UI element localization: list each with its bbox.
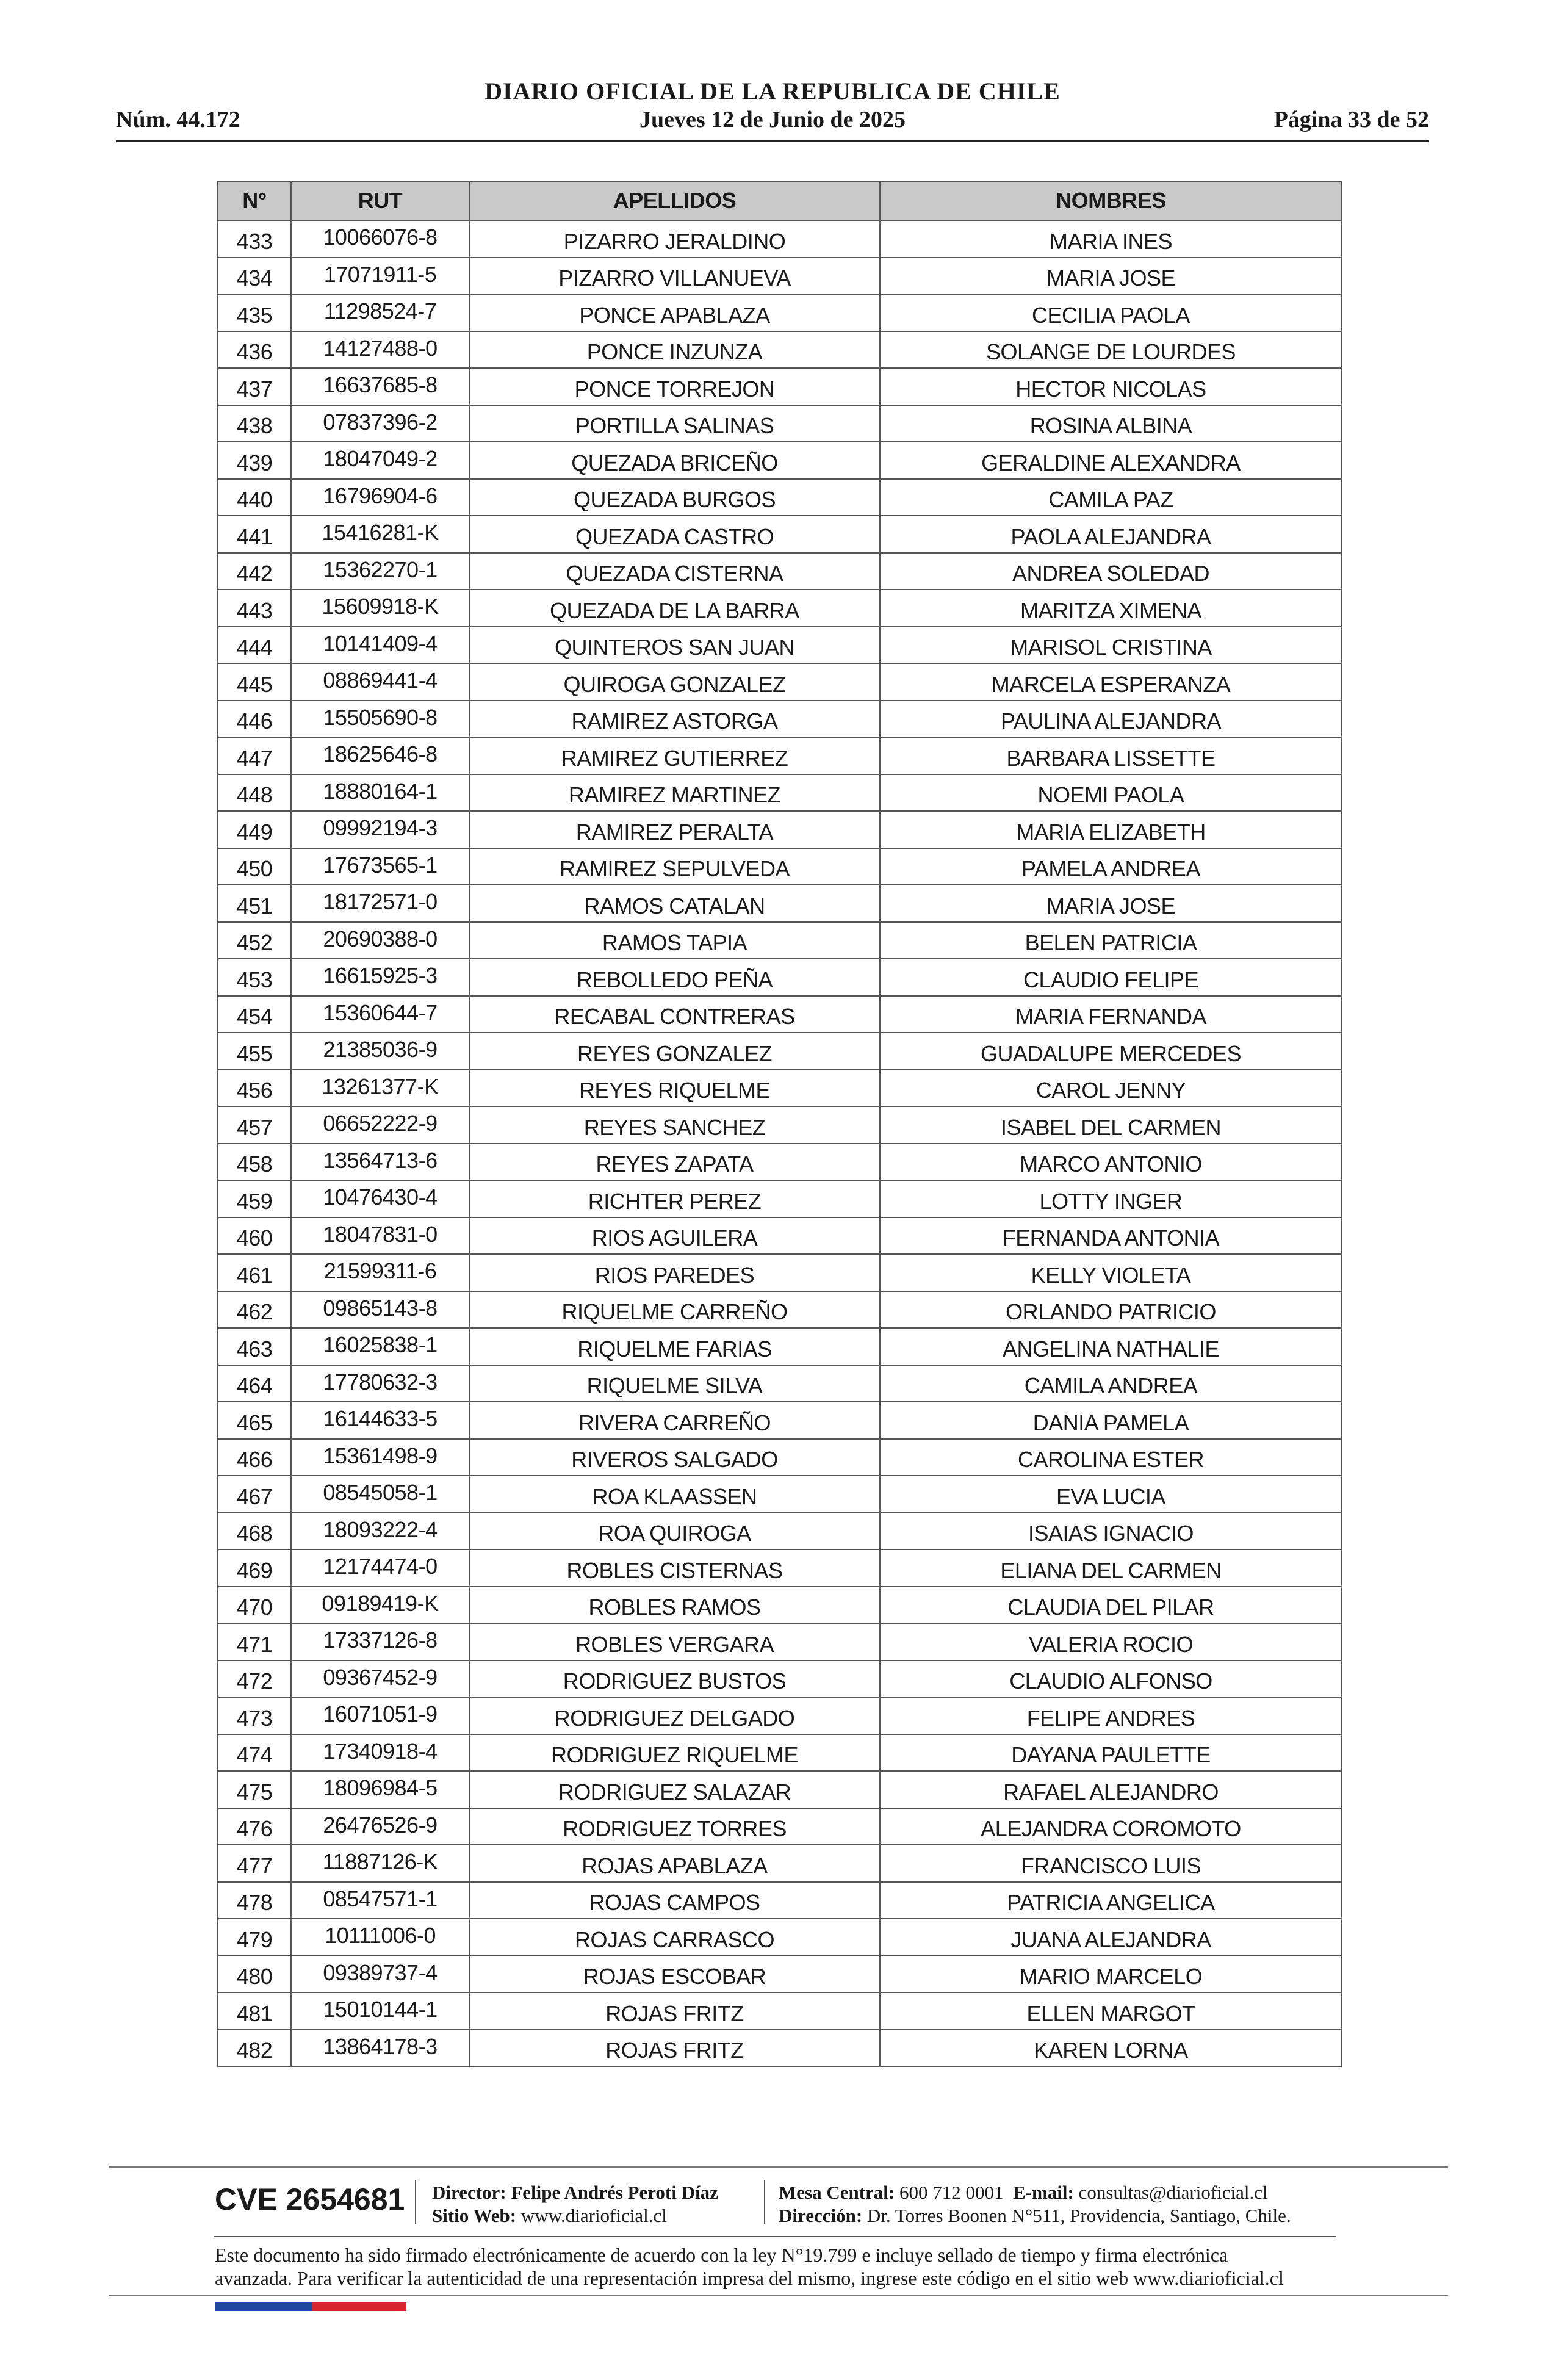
cell-number: 433 [218, 220, 291, 258]
cell-nombres: MARITZA XIMENA [880, 590, 1342, 627]
table-row [218, 774, 1342, 812]
cell-rut: 17673565-1 [291, 848, 469, 885]
cell-apellidos: RIQUELME CARREÑO [469, 1291, 880, 1329]
cell-rut: 09865143-8 [291, 1291, 469, 1329]
header-divider [116, 140, 1429, 142]
table-row [218, 1587, 1342, 1624]
cell-rut: 09992194-3 [291, 811, 469, 848]
cell-rut: 12174474-0 [291, 1549, 469, 1587]
cell-number: 481 [218, 1992, 291, 2030]
cell-rut: 16637685-8 [291, 368, 469, 405]
cell-apellidos: RAMIREZ PERALTA [469, 811, 880, 848]
cell-number: 434 [218, 258, 291, 295]
cell-nombres: KAREN LORNA [880, 2030, 1342, 2067]
legal-notice [215, 2243, 1338, 2290]
cell-apellidos: ROJAS CARRASCO [469, 1919, 880, 1956]
cell-rut: 18093222-4 [291, 1513, 469, 1550]
cell-rut: 09189419-K [291, 1587, 469, 1624]
table-row [218, 922, 1342, 959]
cell-number: 461 [218, 1254, 291, 1291]
cell-number: 464 [218, 1365, 291, 1402]
table-row [218, 1771, 1342, 1808]
table-body [218, 220, 1342, 2066]
cell-number: 463 [218, 1328, 291, 1365]
cell-nombres: BARBARA LISSETTE [880, 737, 1342, 774]
table-row [218, 1882, 1342, 1919]
cell-apellidos: REYES GONZALEZ [469, 1033, 880, 1070]
publication-title: DIARIO OFICIAL DE LA REPUBLICA DE CHILE [484, 78, 1061, 105]
cell-nombres: CAROLINA ESTER [880, 1439, 1342, 1476]
table-row [218, 1365, 1342, 1402]
table-row [218, 1697, 1342, 1734]
cell-number: 467 [218, 1476, 291, 1513]
cell-nombres: ALEJANDRA COROMOTO [880, 1808, 1342, 1845]
cell-apellidos: RIQUELME SILVA [469, 1365, 880, 1402]
cell-nombres: ANGELINA NATHALIE [880, 1328, 1342, 1365]
cell-number: 437 [218, 368, 291, 405]
cell-number: 454 [218, 996, 291, 1033]
cell-nombres: ISABEL DEL CARMEN [880, 1106, 1342, 1144]
roster-table [217, 181, 1342, 2067]
table-row [218, 1254, 1342, 1291]
cell-nombres: CAROL JENNY [880, 1070, 1342, 1107]
cell-apellidos: RIOS AGUILERA [469, 1217, 880, 1255]
cell-rut: 18172571-0 [291, 885, 469, 922]
address-label: Dirección: [779, 2205, 863, 2226]
table-row [218, 737, 1342, 774]
table-row [218, 1144, 1342, 1181]
cell-rut: 17780632-3 [291, 1365, 469, 1402]
table-row [218, 1328, 1342, 1365]
cell-number: 482 [218, 2030, 291, 2067]
cell-nombres: LOTTY INGER [880, 1180, 1342, 1217]
cell-apellidos: RIQUELME FARIAS [469, 1328, 880, 1365]
cell-rut: 08545058-1 [291, 1476, 469, 1513]
cell-number: 469 [218, 1549, 291, 1587]
cell-rut: 16025838-1 [291, 1328, 469, 1365]
cell-nombres: GERALDINE ALEXANDRA [880, 442, 1342, 479]
cell-nombres: CAMILA PAZ [880, 479, 1342, 516]
cell-number: 455 [218, 1033, 291, 1070]
cell-apellidos: RAMOS CATALAN [469, 885, 880, 922]
cell-rut: 15010144-1 [291, 1992, 469, 2030]
cell-nombres: DAYANA PAULETTE [880, 1734, 1342, 1772]
legal-line: avanzada. Para verificar la autenticidad de una representación impresa del mismo, ingrese este código en el sitio web www.diarioficial.cl [215, 2267, 1284, 2289]
cell-nombres: CLAUDIO FELIPE [880, 959, 1342, 996]
table-row [218, 627, 1342, 664]
cell-nombres: FELIPE ANDRES [880, 1697, 1342, 1734]
cell-nombres: CLAUDIO ALFONSO [880, 1661, 1342, 1698]
cell-nombres: CECILIA PAOLA [880, 294, 1342, 331]
cell-rut: 21385036-9 [291, 1033, 469, 1070]
cell-apellidos: PONCE APABLAZA [469, 294, 880, 331]
cell-apellidos: QUEZADA BRICEÑO [469, 442, 880, 479]
cell-number: 459 [218, 1180, 291, 1217]
cell-nombres: ROSINA ALBINA [880, 405, 1342, 442]
cell-number: 441 [218, 516, 291, 553]
cell-nombres: MARIA FERNANDA [880, 996, 1342, 1033]
cell-nombres: PAOLA ALEJANDRA [880, 516, 1342, 553]
cell-nombres: DANIA PAMELA [880, 1402, 1342, 1439]
cell-rut: 15361498-9 [291, 1439, 469, 1476]
cell-rut: 07837396-2 [291, 405, 469, 442]
cell-apellidos: ROJAS ESCOBAR [469, 1956, 880, 1993]
table-row [218, 553, 1342, 590]
cell-apellidos: RODRIGUEZ RIQUELME [469, 1734, 880, 1772]
cell-nombres: NOEMI PAOLA [880, 774, 1342, 812]
table-row [218, 885, 1342, 922]
cell-apellidos: RICHTER PEREZ [469, 1180, 880, 1217]
cell-number: 475 [218, 1771, 291, 1808]
cell-number: 447 [218, 737, 291, 774]
director-name: Felipe Andrés Peroti Díaz [511, 2182, 718, 2203]
cell-nombres: BELEN PATRICIA [880, 922, 1342, 959]
cell-apellidos: RIVEROS SALGADO [469, 1439, 880, 1476]
publication-date: Jueves 12 de Junio de 2025 [639, 107, 906, 132]
table-row [218, 701, 1342, 738]
table-row [218, 516, 1342, 553]
cell-apellidos: RODRIGUEZ TORRES [469, 1808, 880, 1845]
table-row [218, 368, 1342, 405]
cell-apellidos: REYES ZAPATA [469, 1144, 880, 1181]
table-row [218, 1402, 1342, 1439]
column-header-rut: RUT [291, 181, 469, 220]
cve-code: CVE 2654681 [215, 2182, 405, 2216]
cell-nombres: EVA LUCIA [880, 1476, 1342, 1513]
cell-nombres: GUADALUPE MERCEDES [880, 1033, 1342, 1070]
cell-apellidos: QUIROGA GONZALEZ [469, 663, 880, 701]
cell-apellidos: RAMIREZ GUTIERREZ [469, 737, 880, 774]
cell-rut: 18096984-5 [291, 1771, 469, 1808]
cell-nombres: CAMILA ANDREA [880, 1365, 1342, 1402]
table-row [218, 1291, 1342, 1329]
table-row [218, 2030, 1342, 2067]
cell-number: 458 [218, 1144, 291, 1181]
footer-divider-top [109, 2166, 1448, 2168]
cell-nombres: MARCO ANTONIO [880, 1144, 1342, 1181]
cell-rut: 16071051-9 [291, 1697, 469, 1734]
table-row [218, 996, 1342, 1033]
table-row [218, 1439, 1342, 1476]
cell-rut: 17337126-8 [291, 1623, 469, 1661]
cell-number: 460 [218, 1217, 291, 1255]
table-row [218, 1180, 1342, 1217]
footer-separator [415, 2180, 416, 2224]
cell-nombres: MARCELA ESPERANZA [880, 663, 1342, 701]
cell-number: 453 [218, 959, 291, 996]
address-value: Dr. Torres Boonen N°511, Providencia, Santiago, Chile. [866, 2205, 1291, 2226]
cell-rut: 11298524-7 [291, 294, 469, 331]
cell-apellidos: RODRIGUEZ BUSTOS [469, 1661, 880, 1698]
table-row [218, 1476, 1342, 1513]
cell-apellidos: RODRIGUEZ DELGADO [469, 1697, 880, 1734]
table-row [218, 258, 1342, 295]
table-row [218, 590, 1342, 627]
cell-rut: 10476430-4 [291, 1180, 469, 1217]
flag-stripe-blue [215, 2302, 312, 2311]
cell-apellidos: PIZARRO JERALDINO [469, 220, 880, 258]
cell-nombres: MARIA ELIZABETH [880, 811, 1342, 848]
cell-rut: 15360644-7 [291, 996, 469, 1033]
cell-nombres: HECTOR NICOLAS [880, 368, 1342, 405]
cell-number: 465 [218, 1402, 291, 1439]
cell-nombres: RAFAEL ALEJANDRO [880, 1771, 1342, 1808]
cell-rut: 17340918-4 [291, 1734, 469, 1772]
cell-apellidos: ROJAS FRITZ [469, 2030, 880, 2067]
cell-rut: 20690388-0 [291, 922, 469, 959]
director-block [432, 2181, 718, 2227]
table-row [218, 479, 1342, 516]
cell-number: 435 [218, 294, 291, 331]
cell-nombres: ORLANDO PATRICIO [880, 1291, 1342, 1329]
cell-apellidos: ROJAS FRITZ [469, 1992, 880, 2030]
contact-block [779, 2181, 1291, 2227]
column-header-nombres: NOMBRES [880, 181, 1342, 220]
cell-number: 476 [218, 1808, 291, 1845]
page-header [116, 74, 1429, 143]
cell-rut: 26476526-9 [291, 1808, 469, 1845]
cell-number: 438 [218, 405, 291, 442]
table-row [218, 1734, 1342, 1772]
cell-number: 436 [218, 331, 291, 369]
cell-nombres: ISAIAS IGNACIO [880, 1513, 1342, 1550]
cell-apellidos: RAMIREZ ASTORGA [469, 701, 880, 738]
cell-number: 480 [218, 1956, 291, 1993]
cell-rut: 08869441-4 [291, 663, 469, 701]
cell-number: 474 [218, 1734, 291, 1772]
table-row [218, 1956, 1342, 1993]
cell-apellidos: ROJAS CAMPOS [469, 1882, 880, 1919]
table-header-row [218, 181, 1342, 220]
cell-nombres: MARIA JOSE [880, 258, 1342, 295]
cell-apellidos: RODRIGUEZ SALAZAR [469, 1771, 880, 1808]
cell-number: 443 [218, 590, 291, 627]
email-link[interactable]: consultas@diarioficial.cl [1078, 2182, 1268, 2203]
cell-nombres: SOLANGE DE LOURDES [880, 331, 1342, 369]
table-row [218, 1217, 1342, 1255]
table-row [218, 959, 1342, 996]
cell-nombres: ELLEN MARGOT [880, 1992, 1342, 2030]
cell-number: 456 [218, 1070, 291, 1107]
website-label: Sitio Web: [432, 2205, 517, 2226]
cell-apellidos: PIZARRO VILLANUEVA [469, 258, 880, 295]
cell-apellidos: PONCE TORREJON [469, 368, 880, 405]
table-row [218, 442, 1342, 479]
cell-apellidos: RAMOS TAPIA [469, 922, 880, 959]
cell-rut: 09367452-9 [291, 1661, 469, 1698]
cell-rut: 15416281-K [291, 516, 469, 553]
phone-label: Mesa Central: [779, 2182, 895, 2203]
cell-number: 477 [218, 1845, 291, 1882]
cell-apellidos: REYES SANCHEZ [469, 1106, 880, 1144]
cell-apellidos: ROA KLAASSEN [469, 1476, 880, 1513]
table-row [218, 1070, 1342, 1107]
cell-rut: 10141409-4 [291, 627, 469, 664]
cell-rut: 18047049-2 [291, 442, 469, 479]
cell-number: 440 [218, 479, 291, 516]
issue-number: Núm. 44.172 [116, 107, 240, 132]
table-row [218, 848, 1342, 885]
cell-rut: 15505690-8 [291, 701, 469, 738]
cell-number: 468 [218, 1513, 291, 1550]
cell-number: 442 [218, 553, 291, 590]
table-row [218, 1549, 1342, 1587]
cell-apellidos: RAMIREZ MARTINEZ [469, 774, 880, 812]
cell-number: 449 [218, 811, 291, 848]
cell-rut: 13564713-6 [291, 1144, 469, 1181]
cell-nombres: MARIA INES [880, 220, 1342, 258]
cell-rut: 18880164-1 [291, 774, 469, 812]
table-row [218, 1513, 1342, 1550]
cell-number: 478 [218, 1882, 291, 1919]
cell-nombres: MARIO MARCELO [880, 1956, 1342, 1993]
cell-number: 473 [218, 1697, 291, 1734]
cell-number: 446 [218, 701, 291, 738]
cell-rut: 15362270-1 [291, 553, 469, 590]
page-number: Página 33 de 52 [1273, 107, 1429, 132]
cell-number: 472 [218, 1661, 291, 1698]
table-row [218, 1919, 1342, 1956]
cell-apellidos: RIVERA CARREÑO [469, 1402, 880, 1439]
table-row [218, 294, 1342, 331]
cell-apellidos: QUEZADA BURGOS [469, 479, 880, 516]
cell-rut: 11887126-K [291, 1845, 469, 1882]
cell-rut: 09389737-4 [291, 1956, 469, 1993]
footer-separator [764, 2180, 765, 2224]
cell-nombres: MARIA JOSE [880, 885, 1342, 922]
table-row [218, 1623, 1342, 1661]
cell-rut: 06652222-9 [291, 1106, 469, 1144]
table-row [218, 663, 1342, 701]
cell-rut: 16615925-3 [291, 959, 469, 996]
column-header-number: N° [218, 181, 291, 220]
cell-apellidos: RIOS PAREDES [469, 1254, 880, 1291]
cell-nombres: ANDREA SOLEDAD [880, 553, 1342, 590]
cell-rut: 16144633-5 [291, 1402, 469, 1439]
flag-stripe-red [312, 2302, 406, 2311]
cell-nombres: PAMELA ANDREA [880, 848, 1342, 885]
table-row [218, 1992, 1342, 2030]
cell-number: 451 [218, 885, 291, 922]
cell-nombres: PATRICIA ANGELICA [880, 1882, 1342, 1919]
cell-rut: 13864178-3 [291, 2030, 469, 2067]
cell-rut: 17071911-5 [291, 258, 469, 295]
cell-number: 479 [218, 1919, 291, 1956]
table-row [218, 405, 1342, 442]
cell-apellidos: ROBLES CISTERNAS [469, 1549, 880, 1587]
cell-apellidos: PONCE INZUNZA [469, 331, 880, 369]
cell-rut: 21599311-6 [291, 1254, 469, 1291]
table-row [218, 1033, 1342, 1070]
table-row [218, 220, 1342, 258]
cell-rut: 13261377-K [291, 1070, 469, 1107]
cell-number: 452 [218, 922, 291, 959]
cell-nombres: PAULINA ALEJANDRA [880, 701, 1342, 738]
cell-apellidos: ROA QUIROGA [469, 1513, 880, 1550]
cell-number: 470 [218, 1587, 291, 1624]
cell-apellidos: ROJAS APABLAZA [469, 1845, 880, 1882]
cell-apellidos: RECABAL CONTRERAS [469, 996, 880, 1033]
cell-number: 448 [218, 774, 291, 812]
cell-rut: 16796904-6 [291, 479, 469, 516]
table-row [218, 1661, 1342, 1698]
cell-rut: 15609918-K [291, 590, 469, 627]
table-row [218, 1106, 1342, 1144]
cell-apellidos: RAMIREZ SEPULVEDA [469, 848, 880, 885]
cell-nombres: KELLY VIOLETA [880, 1254, 1342, 1291]
cell-nombres: ELIANA DEL CARMEN [880, 1549, 1342, 1587]
cell-apellidos: QUEZADA CASTRO [469, 516, 880, 553]
cell-nombres: FERNANDA ANTONIA [880, 1217, 1342, 1255]
cell-number: 462 [218, 1291, 291, 1329]
website-link[interactable]: www.diarioficial.cl [520, 2205, 667, 2226]
cell-number: 445 [218, 663, 291, 701]
cell-apellidos: REYES RIQUELME [469, 1070, 880, 1107]
table-row [218, 1808, 1342, 1845]
director-label: Director: [432, 2182, 506, 2203]
table-row [218, 331, 1342, 369]
cell-rut: 10066076-8 [291, 220, 469, 258]
legal-line: Este documento ha sido firmado electrónicamente de acuerdo con la ley N°19.799 e incluye sellado de tiempo y firma electrónica [215, 2244, 1228, 2266]
cell-rut: 18047831-0 [291, 1217, 469, 1255]
cell-rut: 08547571-1 [291, 1882, 469, 1919]
cell-apellidos: QUEZADA CISTERNA [469, 553, 880, 590]
cell-apellidos: QUINTEROS SAN JUAN [469, 627, 880, 664]
cell-rut: 14127488-0 [291, 331, 469, 369]
cell-apellidos: ROBLES VERGARA [469, 1623, 880, 1661]
cell-rut: 10111006-0 [291, 1919, 469, 1956]
cell-apellidos: REBOLLEDO PEÑA [469, 959, 880, 996]
cell-apellidos: QUEZADA DE LA BARRA [469, 590, 880, 627]
cell-nombres: FRANCISCO LUIS [880, 1845, 1342, 1882]
cell-nombres: JUANA ALEJANDRA [880, 1919, 1342, 1956]
table-row [218, 811, 1342, 848]
email-label: E-mail: [1013, 2182, 1074, 2203]
cell-number: 466 [218, 1439, 291, 1476]
cell-number: 457 [218, 1106, 291, 1144]
footer-divider-mid [214, 2236, 1336, 2237]
phone-value: 600 712 0001 [899, 2182, 1004, 2203]
table-row [218, 1845, 1342, 1882]
footer-divider-bottom [109, 2295, 1448, 2296]
cell-rut: 18625646-8 [291, 737, 469, 774]
cell-nombres: VALERIA ROCIO [880, 1623, 1342, 1661]
cell-number: 444 [218, 627, 291, 664]
cell-nombres: CLAUDIA DEL PILAR [880, 1587, 1342, 1624]
roster-table-container [217, 181, 1341, 2067]
cell-apellidos: PORTILLA SALINAS [469, 405, 880, 442]
cell-apellidos: ROBLES RAMOS [469, 1587, 880, 1624]
cell-nombres: MARISOL CRISTINA [880, 627, 1342, 664]
cell-number: 439 [218, 442, 291, 479]
column-header-apellidos: APELLIDOS [469, 181, 880, 220]
cell-number: 450 [218, 848, 291, 885]
cell-number: 471 [218, 1623, 291, 1661]
